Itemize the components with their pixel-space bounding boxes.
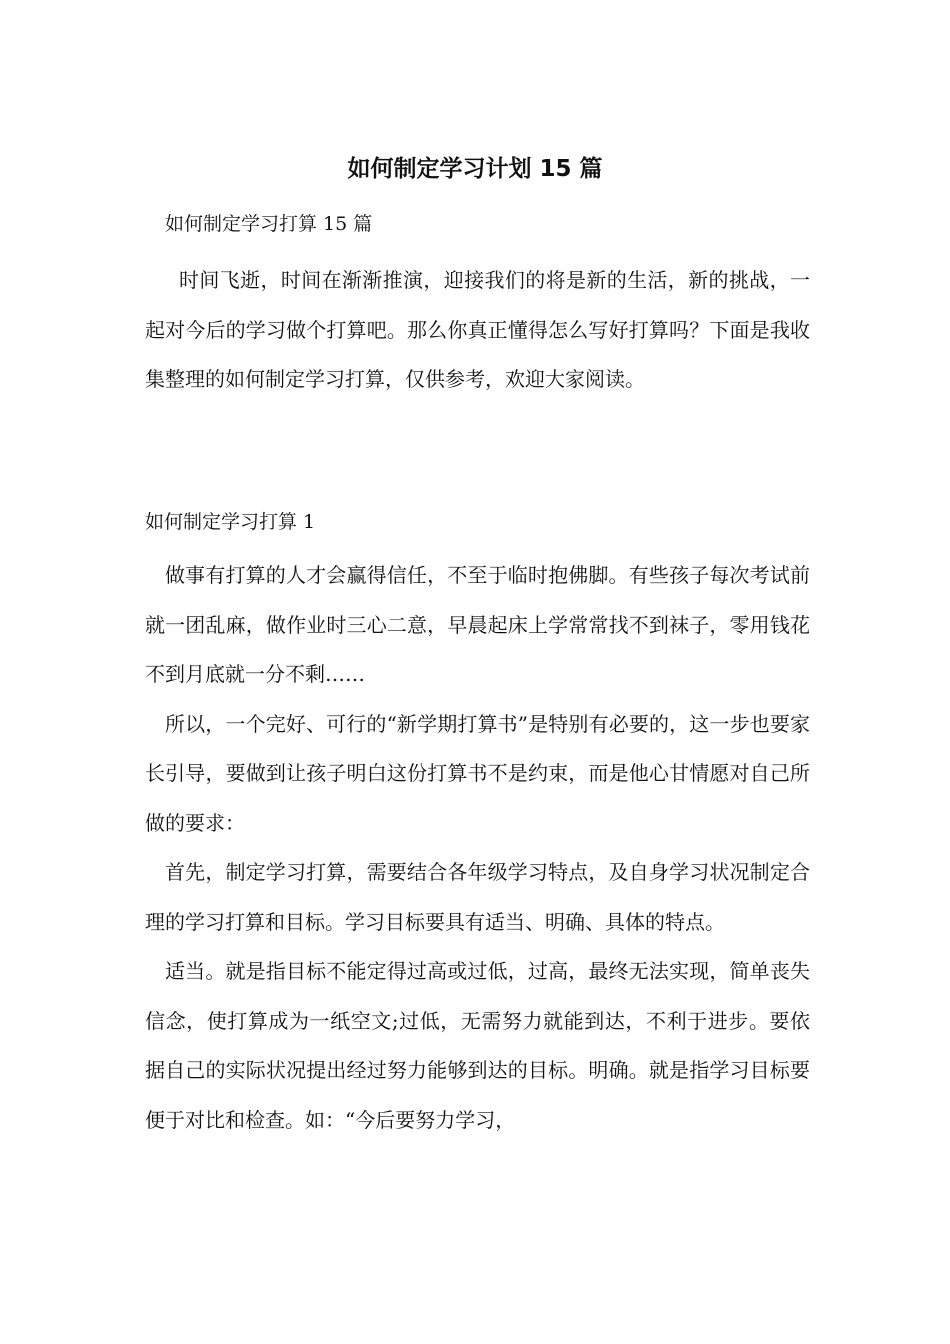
intro-block (145, 256, 810, 405)
section-body (145, 551, 810, 1145)
intro-paragraph: 时间飞逝，时间在渐渐推演，迎接我们的将是新的生活，新的挑战，一起对今后的学习做个打算吧。那么你真正懂得怎么写好打算吗？下面是我收集整理的如何制定学习打算，仅供参考，欢迎大家阅读。 (145, 268, 810, 391)
section-heading: 如何制定学习打算 1 (145, 511, 316, 533)
body-paragraph: 适当。就是指目标不能定得过高或过低，过高，最终无法实现，简单丧失信念，使打算成为一纸空文;过低，无需努力就能到达，不利于进步。要依据自己的实际状况提出经过努力能够到达的目标。明确。就是指学习目标要便于对比和检查。如：“今后要努力学习， (145, 959, 810, 1132)
document-title: 如何制定学习计划 15 篇 (347, 156, 603, 182)
body-paragraph: 做事有打算的人才会赢得信任，不至于临时抱佛脚。有些孩子每次考试前就一团乱麻，做作业时三心二意，早晨起床上学常常找不到袜子，零用钱花不到月底就一分不剩…… (145, 563, 810, 686)
body-paragraph: 所以，一个完好、可行的“新学期打算书”是特别有必要的，这一步也要家长引导，要做到让孩子明白这份打算书不是约束，而是他心甘情愿对自己所做的要求： (145, 711, 810, 835)
body-paragraph: 首先，制定学习打算，需要结合各年级学习特点，及自身学习状况制定合理的学习打算和目标。学习目标要具有适当、明确、具体的特点。 (145, 860, 810, 934)
document-subtitle: 如何制定学习打算 15 篇 (165, 213, 373, 235)
